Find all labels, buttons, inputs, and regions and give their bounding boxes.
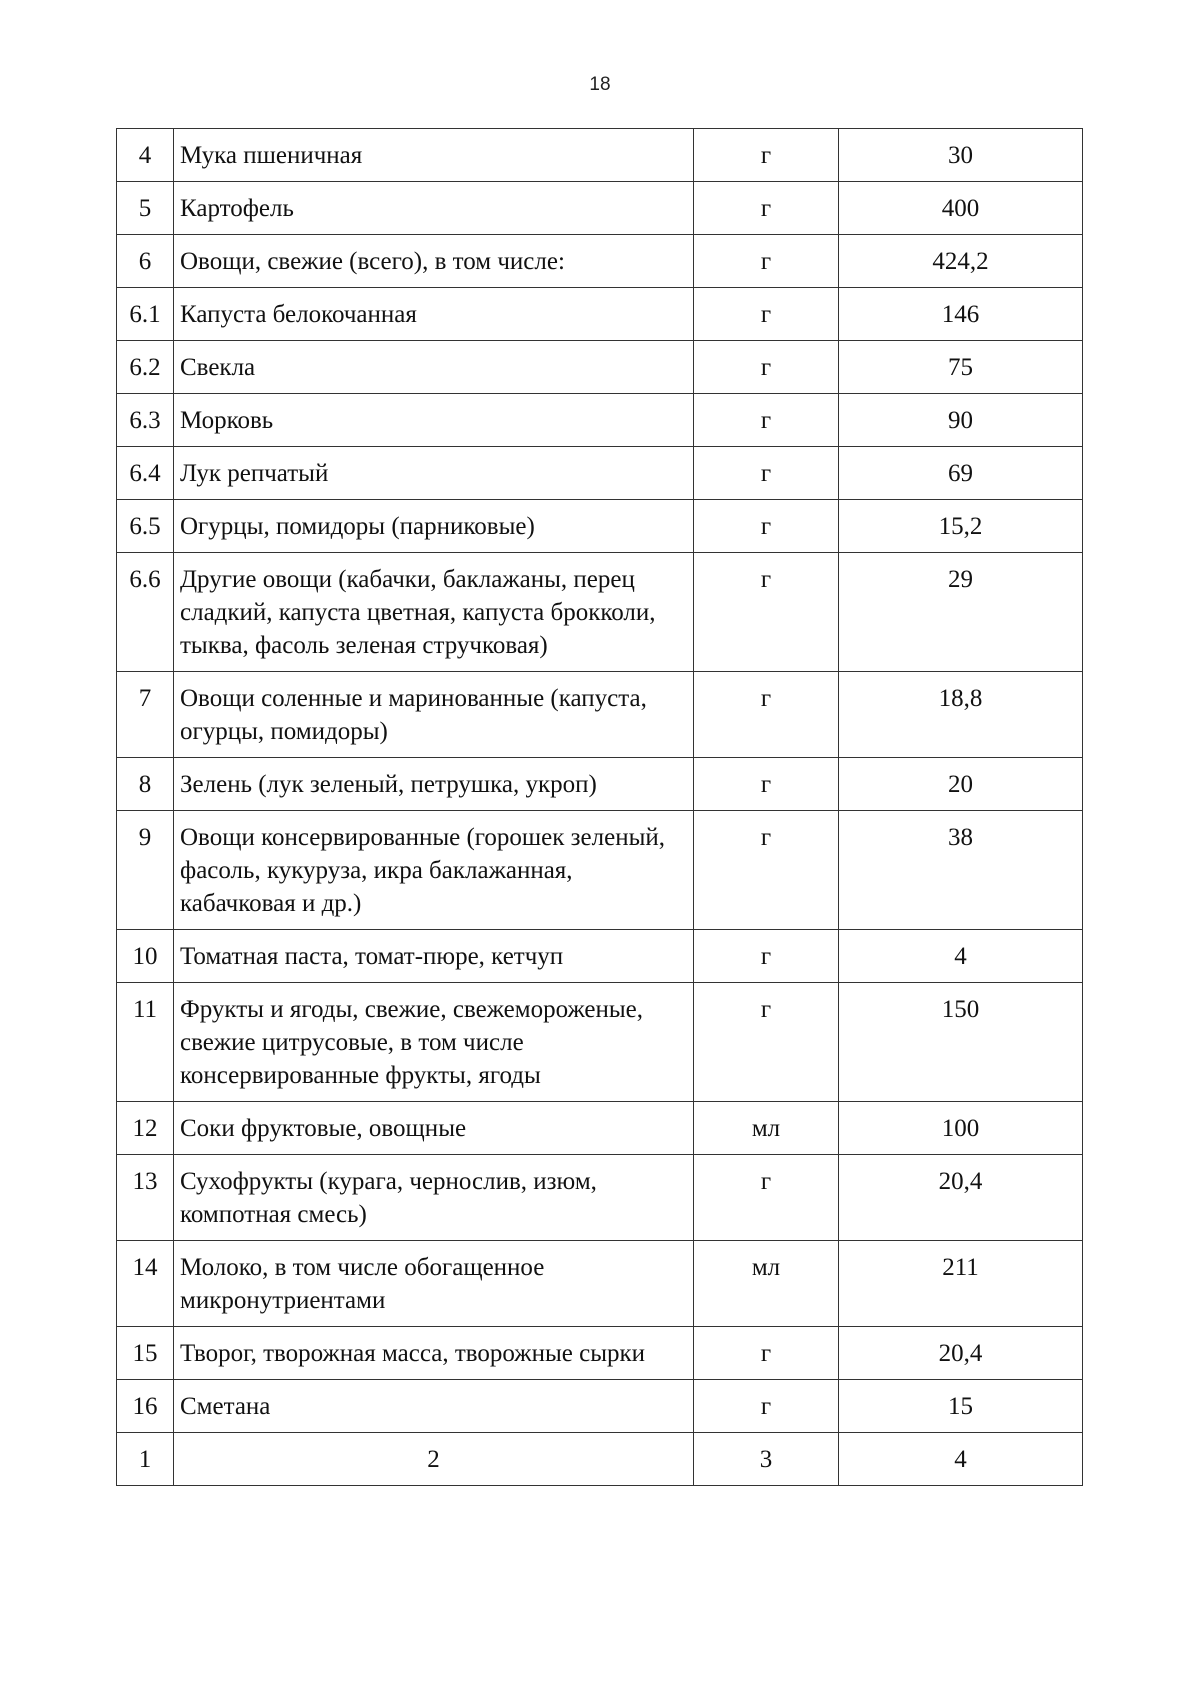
unit-of-measure: г: [694, 811, 839, 930]
table-row: [117, 500, 1083, 553]
row-number: 5: [117, 182, 174, 235]
row-number: 15: [117, 1327, 174, 1380]
quantity-value: 100: [839, 1102, 1083, 1155]
unit-of-measure: г: [694, 500, 839, 553]
unit-of-measure: мл: [694, 1241, 839, 1327]
quantity-value: 69: [839, 447, 1083, 500]
table-row: [117, 1155, 1083, 1241]
table-row: [117, 235, 1083, 288]
unit-of-measure: г: [694, 129, 839, 182]
row-number: 10: [117, 930, 174, 983]
row-number: 6.1: [117, 288, 174, 341]
product-name: Овощи, свежие (всего), в том числе:: [174, 235, 694, 288]
quantity-value: 146: [839, 288, 1083, 341]
column-numbering-row: [117, 1433, 1083, 1486]
unit-of-measure: г: [694, 394, 839, 447]
table-row: [117, 1327, 1083, 1380]
product-table: [116, 128, 1083, 1486]
unit-of-measure: г: [694, 447, 839, 500]
unit-of-measure: г: [694, 983, 839, 1102]
row-number: 14: [117, 1241, 174, 1327]
column-number-cell: 1: [117, 1433, 174, 1486]
product-name: Томатная паста, томат-пюре, кетчуп: [174, 930, 694, 983]
product-name: Свекла: [174, 341, 694, 394]
unit-of-measure: г: [694, 288, 839, 341]
row-number: 8: [117, 758, 174, 811]
product-name: Овощи консервированные (горошек зеленый, фасоль, кукуруза, икра баклажанная, кабачковая и др.): [174, 811, 694, 930]
unit-of-measure: г: [694, 553, 839, 672]
table-row: [117, 983, 1083, 1102]
page-number: 18: [589, 74, 611, 95]
column-number-cell: 2: [174, 1433, 694, 1486]
column-number-cell: 4: [839, 1433, 1083, 1486]
product-name: Творог, творожная масса, творожные сырки: [174, 1327, 694, 1380]
table-body: [117, 129, 1083, 1486]
table-row: [117, 394, 1083, 447]
quantity-value: 20,4: [839, 1155, 1083, 1241]
quantity-value: 20,4: [839, 1327, 1083, 1380]
product-name: Капуста белокочанная: [174, 288, 694, 341]
row-number: 9: [117, 811, 174, 930]
product-name: Картофель: [174, 182, 694, 235]
row-number: 13: [117, 1155, 174, 1241]
product-name: Фрукты и ягоды, свежие, свежемороженые, свежие цитрусовые, в том числе консервированные фрукты, ягоды: [174, 983, 694, 1102]
quantity-value: 211: [839, 1241, 1083, 1327]
table-row: [117, 930, 1083, 983]
product-name: Другие овощи (кабачки, баклажаны, перец сладкий, капуста цветная, капуста брокколи, тыква, фасоль зеленая стручковая): [174, 553, 694, 672]
unit-of-measure: г: [694, 235, 839, 288]
row-number: 11: [117, 983, 174, 1102]
quantity-value: 15: [839, 1380, 1083, 1433]
unit-of-measure: г: [694, 341, 839, 394]
product-name: Сухофрукты (курага, чернослив, изюм, компотная смесь): [174, 1155, 694, 1241]
table-row: [117, 447, 1083, 500]
product-name: Зелень (лук зеленый, петрушка, укроп): [174, 758, 694, 811]
unit-of-measure: г: [694, 182, 839, 235]
quantity-value: 30: [839, 129, 1083, 182]
row-number: 7: [117, 672, 174, 758]
table-row: [117, 811, 1083, 930]
product-name: Соки фруктовые, овощные: [174, 1102, 694, 1155]
unit-of-measure: г: [694, 1155, 839, 1241]
unit-of-measure: г: [694, 758, 839, 811]
table-row: [117, 672, 1083, 758]
row-number: 6.5: [117, 500, 174, 553]
quantity-value: 424,2: [839, 235, 1083, 288]
table-row: [117, 758, 1083, 811]
quantity-value: 38: [839, 811, 1083, 930]
unit-of-measure: г: [694, 1327, 839, 1380]
quantity-value: 400: [839, 182, 1083, 235]
table-row: [117, 288, 1083, 341]
table-row: [117, 553, 1083, 672]
unit-of-measure: г: [694, 672, 839, 758]
quantity-value: 15,2: [839, 500, 1083, 553]
quantity-value: 29: [839, 553, 1083, 672]
product-name: Огурцы, помидоры (парниковые): [174, 500, 694, 553]
product-name: Мука пшеничная: [174, 129, 694, 182]
row-number: 16: [117, 1380, 174, 1433]
row-number: 6: [117, 235, 174, 288]
quantity-value: 18,8: [839, 672, 1083, 758]
table-row: [117, 1380, 1083, 1433]
quantity-value: 75: [839, 341, 1083, 394]
row-number: 12: [117, 1102, 174, 1155]
product-name: Морковь: [174, 394, 694, 447]
column-number-cell: 3: [694, 1433, 839, 1486]
table-row: [117, 341, 1083, 394]
row-number: 6.4: [117, 447, 174, 500]
unit-of-measure: мл: [694, 1102, 839, 1155]
quantity-value: 90: [839, 394, 1083, 447]
unit-of-measure: г: [694, 1380, 839, 1433]
product-name: Молоко, в том числе обогащенное микронутриентами: [174, 1241, 694, 1327]
row-number: 6.2: [117, 341, 174, 394]
row-number: 4: [117, 129, 174, 182]
table-row: [117, 1102, 1083, 1155]
product-name: Сметана: [174, 1380, 694, 1433]
row-number: 6.3: [117, 394, 174, 447]
table-row: [117, 129, 1083, 182]
quantity-value: 4: [839, 930, 1083, 983]
row-number: 6.6: [117, 553, 174, 672]
product-name: Лук репчатый: [174, 447, 694, 500]
table-row: [117, 1241, 1083, 1327]
quantity-value: 20: [839, 758, 1083, 811]
product-name: Овощи соленные и маринованные (капуста, огурцы, помидоры): [174, 672, 694, 758]
table-row: [117, 182, 1083, 235]
unit-of-measure: г: [694, 930, 839, 983]
quantity-value: 150: [839, 983, 1083, 1102]
